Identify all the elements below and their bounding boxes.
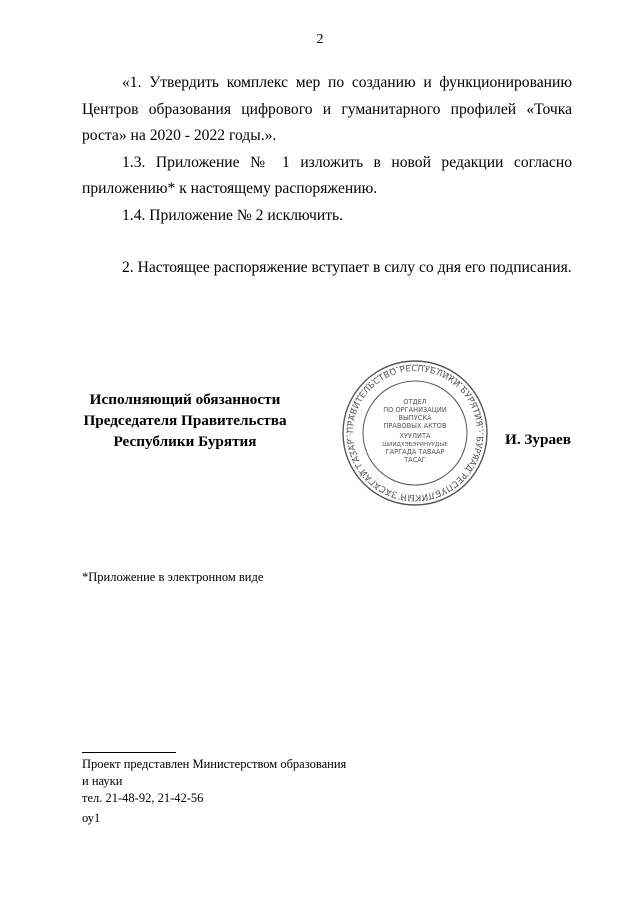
signatory-title-line: Председателя Правительства bbox=[83, 412, 287, 429]
signatory-title bbox=[70, 389, 300, 452]
footer-note bbox=[82, 756, 346, 807]
paragraph-item-1-4: 1.4. Приложение № 2 исключить. bbox=[122, 206, 344, 224]
signatory-title-line: Республики Бурятия bbox=[113, 433, 257, 450]
document-body bbox=[82, 70, 572, 282]
footer-line: тел. 21-48-92, 21-42-56 bbox=[82, 791, 204, 805]
paragraph-item-1: «1. Утвердить комплекс мер по созданию и функционированию Центров образования цифрового и гуманитарного профилей «Точка роста» на 2020 - 2022 годы.». bbox=[82, 74, 572, 144]
attachment-note: *Приложение в электронном виде bbox=[82, 570, 264, 584]
seal-center-line: ПРАВОВЫХ АКТОВ bbox=[383, 422, 447, 430]
footer-line: и науки bbox=[82, 774, 123, 788]
paragraph-item-2: 2. Настоящее распоряжение вступает в силу со дня его подписания. bbox=[122, 259, 572, 276]
executor-code: оу1 bbox=[82, 811, 101, 825]
seal-center-line: ПО ОРГАНИЗАЦИИ bbox=[383, 406, 447, 414]
footnote-divider bbox=[82, 752, 176, 753]
page-number: 2 bbox=[316, 32, 324, 47]
signatory-title-line: Исполняющий обязанности bbox=[89, 391, 281, 408]
seal-center-line: ТАСАГ bbox=[404, 456, 426, 464]
seal-outer-text: ПРАВИТЕЛЬСТВО РЕСПУБЛИКИ БУРЯТИЯ · БУРЯАД РЕСПУБЛИКЫН ЗАСАГАЙ ГАЗАР · bbox=[344, 362, 486, 504]
seal-center-line: ГАРГАДА ТАВААР bbox=[385, 448, 445, 456]
signatory-name: И. Зураев bbox=[505, 431, 572, 448]
footer-line: Проект представлен Министерством образования bbox=[82, 757, 347, 771]
paragraph-item-1-3: 1.3. Приложение № 1 изложить в новой редакции согласно приложению* к настоящему распоряжению. bbox=[82, 153, 572, 197]
seal-center-line: ВЫПУСКА bbox=[398, 414, 432, 422]
seal-center-line: ХУУЛИТА bbox=[399, 432, 431, 440]
seal-center-line: ШИИДХЭБЭРИНУУДЫЕ bbox=[382, 442, 448, 448]
seal-center-line: ОТДЕЛ bbox=[403, 398, 427, 406]
official-seal bbox=[340, 358, 490, 508]
